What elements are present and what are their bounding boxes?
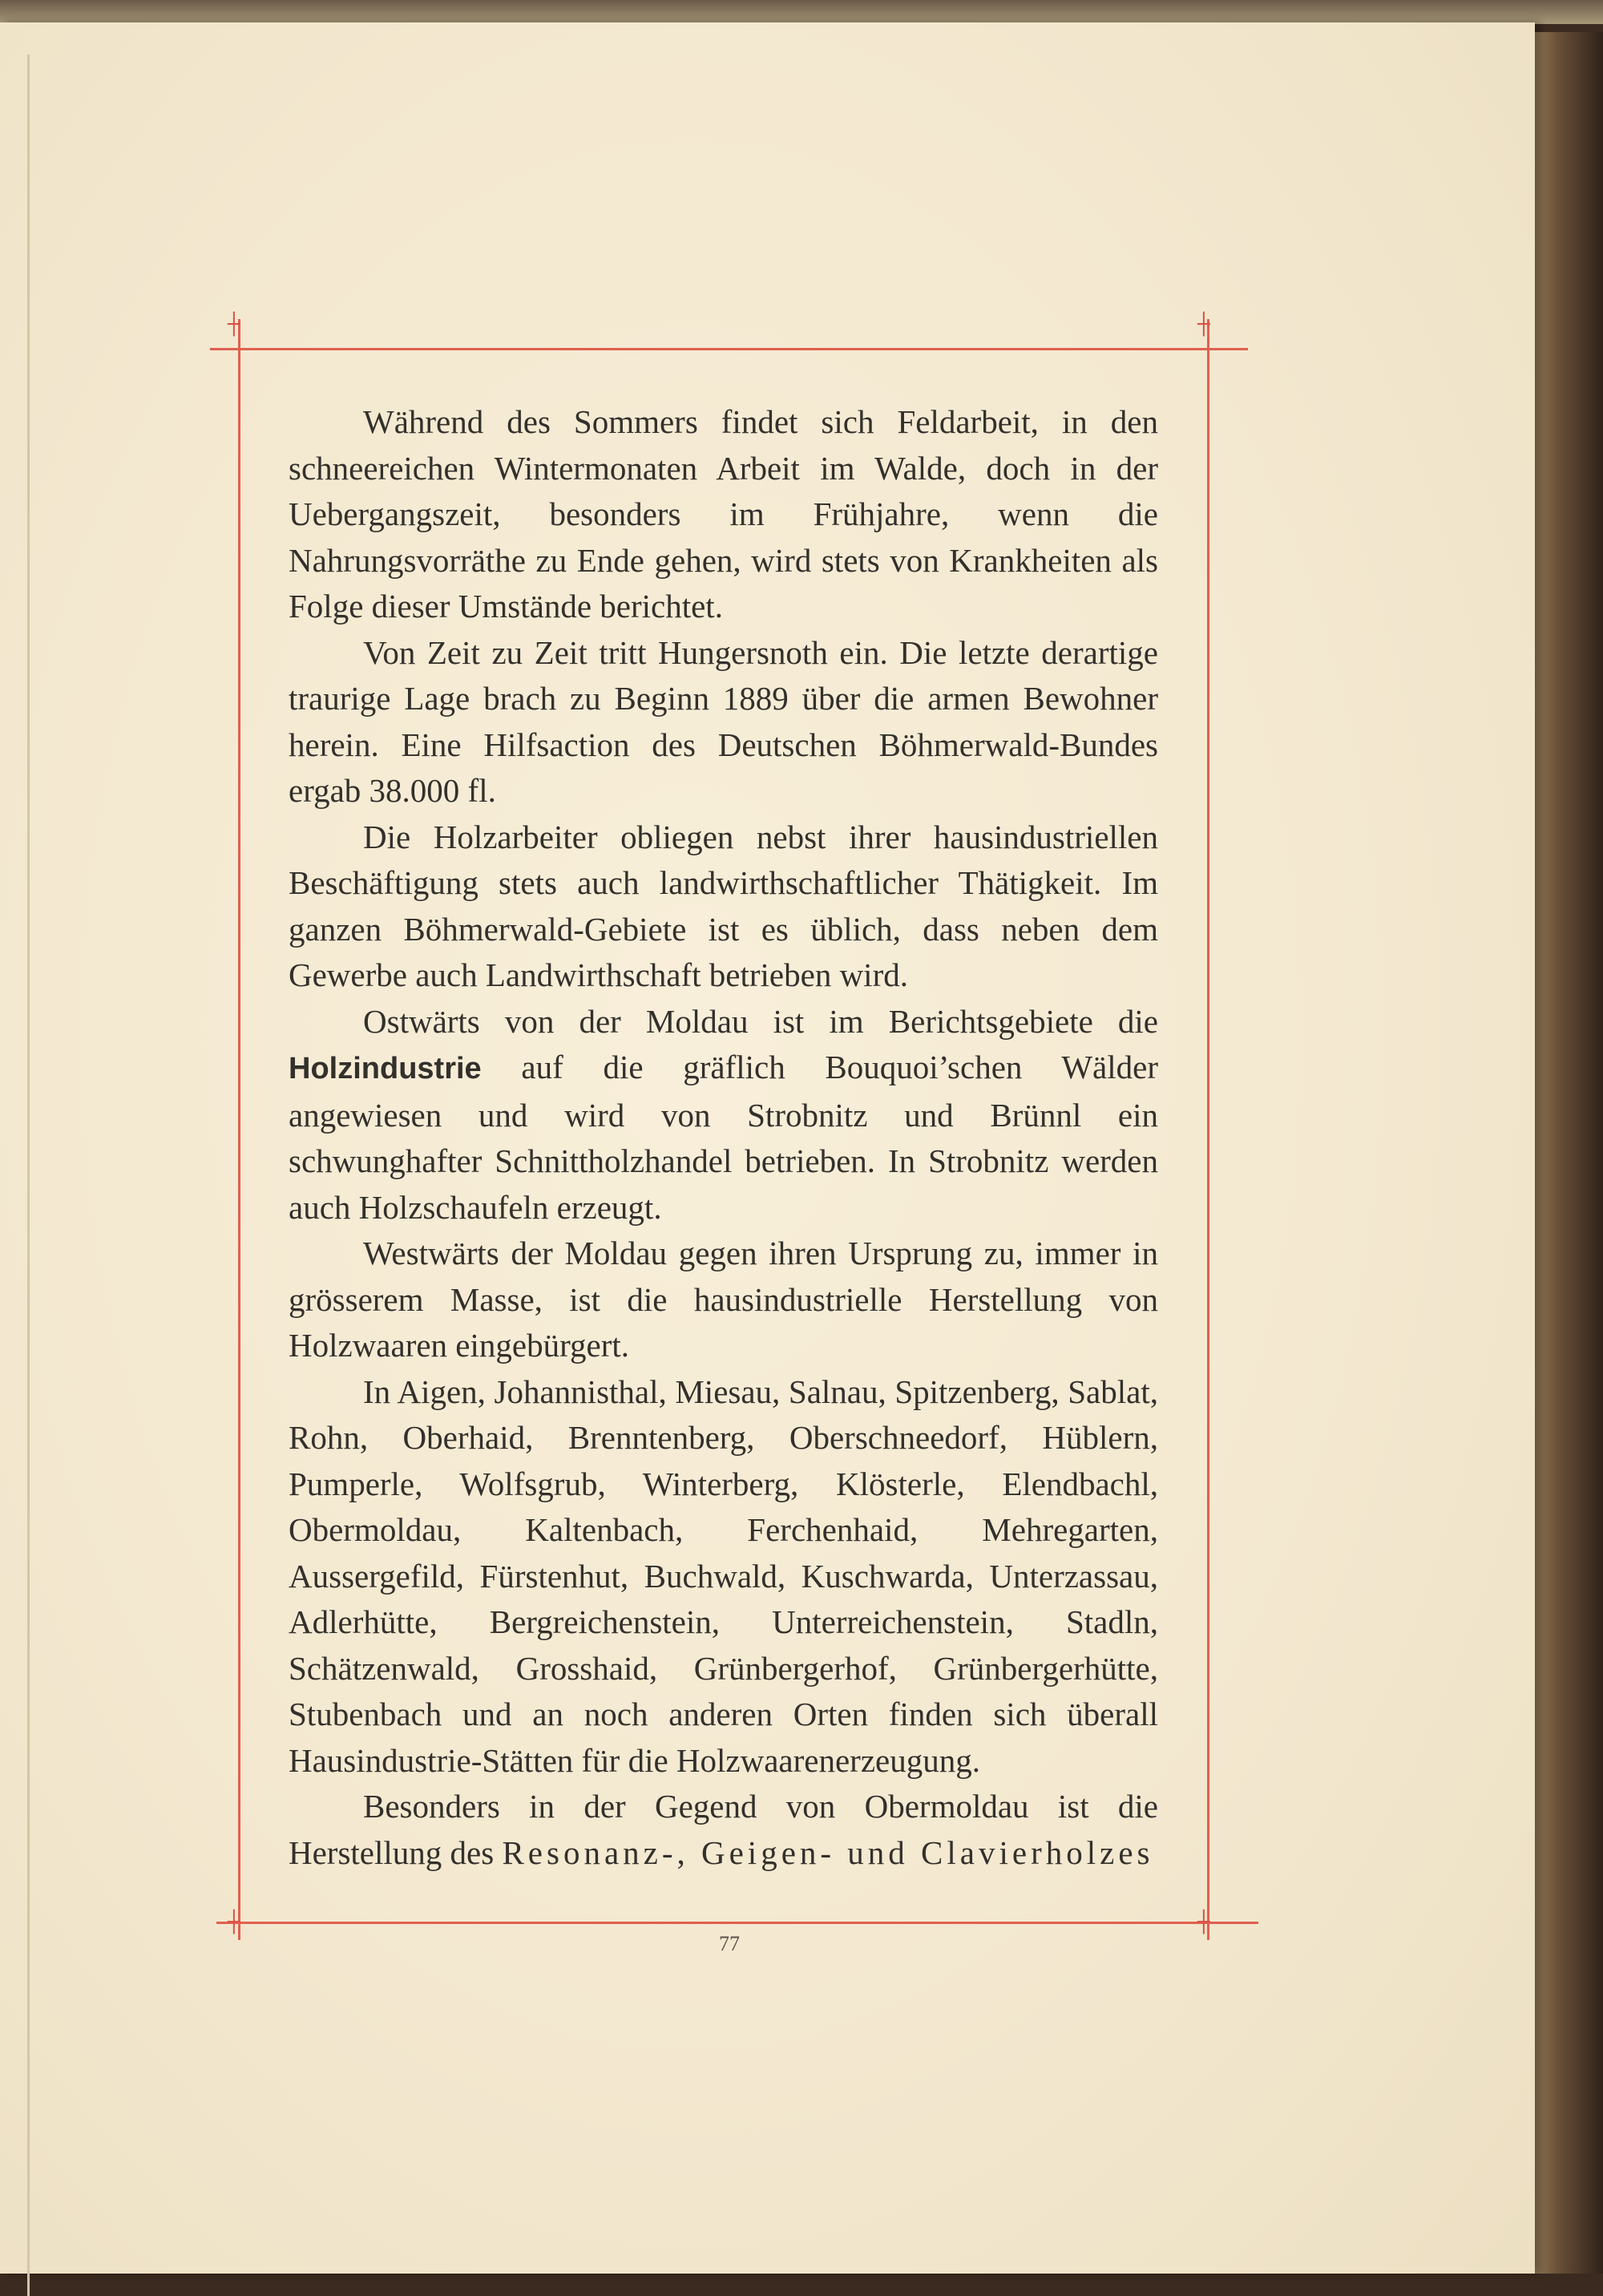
corner-ornament-bottom-left: ┼: [228, 1910, 240, 1934]
page-fold-line: [27, 55, 30, 2296]
spaced-term: Resonanz-, Geigen- und Clavierholzes: [502, 1833, 1154, 1871]
frame-bottom-rule: [216, 1922, 1258, 1924]
corner-ornament-top-right: ┼: [1197, 313, 1210, 337]
frame-left-rule: [238, 319, 240, 1940]
page-top-edge: [0, 0, 1603, 24]
paragraph-1: Während des Sommers findet sich Feldarbeit, in den schneereichen Wintermonaten Arbeit im Walde, doch in der Uebergangszeit, besonders im Frühjahre, wenn die Nahrungsvorräthe zu Ende gehen, wird stets von Krankheiten als Folge dieser Umstände berichtet.: [289, 403, 1158, 625]
paragraph-3: Die Holzarbeiter obliegen nebst ihrer hausindustriellen Beschäftigung stets auch landwirthschaftlicher Thätigkeit. Im ganzen Böhmerwald-Gebiete ist es üblich, dass neben dem Gewerbe auch Landwirthschaft betrieben wird.: [289, 818, 1158, 993]
frame-right-rule: [1207, 319, 1209, 1940]
term-holzindustrie: Holzindustrie: [289, 1052, 482, 1085]
frame-top-rule: [210, 348, 1248, 350]
paragraph-2: Von Zeit zu Zeit tritt Hungersnoth ein. Die letzte derartige traurige Lage brach zu Beginn 1889 über die armen Bewohner herein. Eine Hilfsaction des Deutschen Böhmerwald-Bundes ergab 38.000 fl.: [289, 633, 1158, 809]
paragraph-7-before: Besonders in der Gegend von Obermoldau ist die Herstellung des: [289, 1788, 1158, 1871]
paragraph-4-after: auf die gräflich Bouquoi’schen Wälder angewiesen und wird von Strobnitz und Brünnl ein schwunghafter Schnittholzhandel betrieben. In Strobnitz werden auch Holzschaufeln erzeugt.: [289, 1049, 1158, 1226]
corner-ornament-bottom-right: ┼: [1197, 1910, 1210, 1934]
paragraph-6: In Aigen, Johannisthal, Miesau, Salnau, Spitzenberg, Sablat, Rohn, Oberhaid, Brenntenberg, Oberschneedorf, Hüblern, Pumperle, Wolfsgrub, Winterberg, Klösterle, Elendbachl, Obermoldau, Kaltenbach, Ferchenhaid, Mehregarten, Aussergefild, Fürstenhut, Buchwald, Kuschwarda, Unterzassau, Adlerhütte, Bergreichenstein, Unterreichenstein, Stadln, Schätzenwald, Grosshaid, Grünbergerhof, Grünbergerhütte, Stubenbach und an noch anderen Orten finden sich überall Hausindustrie-Stätten für die Holzwaarenerzeugung.: [289, 1372, 1158, 1779]
paragraph-5: Westwärts der Moldau gegen ihren Ursprung zu, immer in grösserem Masse, ist die hausindustrielle Herstellung von Holzwaaren eingebürgert.: [289, 1235, 1158, 1364]
corner-ornament-top-left: ┼: [228, 313, 240, 337]
body-text: [289, 399, 1158, 1876]
paragraph-4-before: Ostwärts von der Moldau ist im Berichtsgebiete die: [363, 1002, 1158, 1040]
paragraph-7: [289, 1784, 1158, 1876]
paragraph-4: [289, 999, 1158, 1231]
page-number: 77: [719, 1932, 740, 1955]
